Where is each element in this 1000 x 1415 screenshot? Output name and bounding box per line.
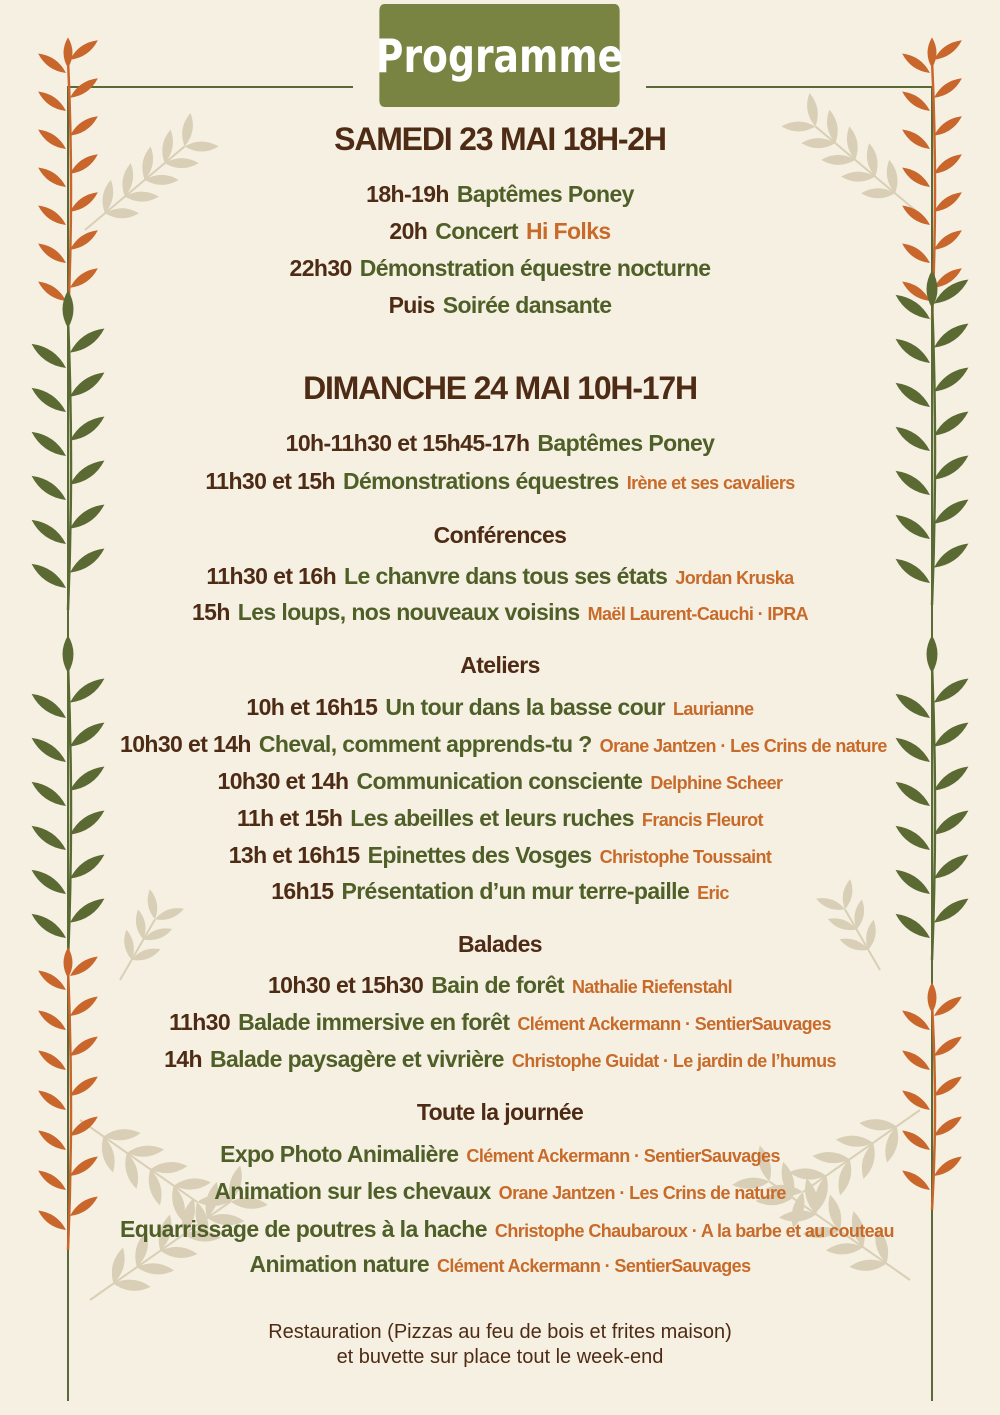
program-row [120, 878, 880, 905]
leaf-icon [892, 378, 933, 411]
row-person: Christophe Toussaint [599, 847, 772, 867]
leaf-icon [892, 689, 933, 722]
row-time: 11h30 [169, 1009, 231, 1035]
program-row [120, 1216, 894, 1243]
row-activity: Soirée dansante [442, 292, 612, 318]
program-row [120, 468, 880, 495]
row-activity: Les loups, nos nouveaux voisins [237, 599, 580, 625]
program-row [120, 842, 880, 869]
program-row [120, 1046, 880, 1073]
row-time: Puis [388, 292, 435, 318]
leaf-icon [36, 1127, 69, 1154]
leaf-icon [67, 1193, 100, 1220]
row-activity: Baptêmes Poney [537, 430, 715, 456]
leaf-icon [892, 733, 933, 766]
row-time: 10h et 16h15 [246, 694, 378, 720]
leaf-icon [892, 510, 933, 543]
leaf-icon [67, 189, 100, 216]
leaf-icon [931, 363, 972, 396]
leaf-icon [36, 1007, 69, 1034]
leaf-icon [36, 1207, 69, 1234]
footer-note [150, 1320, 850, 1370]
leaf-icon [892, 865, 933, 898]
leaf-icon [931, 674, 972, 707]
leaf-icon [892, 422, 933, 455]
row-time: 11h30 et 15h [205, 468, 335, 494]
row-person: Clément Ackermann · SentierSauvages [466, 1146, 780, 1166]
branch-stem [932, 300, 935, 605]
row-activity: Balade immersive en forêt [238, 1009, 510, 1035]
leaf-icon [900, 1087, 933, 1114]
leaf-icon [28, 471, 69, 504]
row-person: Laurianne [672, 699, 754, 719]
row-activity: Epinettes des Vosges [367, 842, 592, 868]
row-activity: Présentation d’un mur terre-paille [341, 878, 690, 904]
leaf-icon [892, 554, 933, 587]
branch-stem [932, 665, 935, 960]
row-activity: Bain de forêt [431, 972, 564, 998]
sunday-heading: DIMANCHE 24 MAI 10H-17H [303, 370, 697, 406]
leaf-icon [67, 500, 108, 533]
ateliers-heading: Ateliers [460, 652, 540, 678]
program-row [120, 768, 880, 795]
program-row [120, 1009, 880, 1036]
leaf-icon [64, 37, 73, 68]
leaf-icon [28, 865, 69, 898]
leaf-icon [900, 1047, 933, 1074]
program-row [120, 1251, 880, 1278]
leaf-icon [931, 495, 972, 528]
leaf-icon [28, 427, 69, 460]
program-row [120, 255, 880, 282]
leaf-icon [900, 126, 933, 153]
leaf-icon [892, 290, 933, 323]
row-activity: Démonstration équestre nocturne [359, 255, 711, 281]
branch-stem [68, 970, 71, 1250]
program-row [120, 972, 880, 999]
row-time: 16h15 [271, 878, 334, 904]
leaf-icon [931, 451, 972, 484]
leaf-icon [900, 1167, 933, 1194]
leaf-icon [931, 850, 972, 883]
leaf-icon [67, 151, 100, 178]
row-person: Delphine Scheer [650, 773, 783, 793]
leaf-icon [36, 88, 69, 115]
leaf-icon [28, 909, 69, 942]
leaf-icon [931, 718, 972, 751]
row-activity: Baptêmes Poney [456, 181, 634, 207]
row-activity: Animation sur les chevaux [214, 1178, 491, 1204]
leaf-icon [931, 189, 964, 216]
balades-heading: Balades [457, 931, 542, 957]
leaf-icon [892, 909, 933, 942]
leaf-icon [67, 1153, 100, 1180]
leaf-icon [36, 240, 69, 267]
leaf-icon [931, 1113, 964, 1140]
program-row [120, 694, 880, 721]
program-row [120, 1178, 880, 1205]
leaf-icon [67, 1033, 100, 1060]
program-row [120, 1141, 880, 1168]
leaf-icon [28, 383, 69, 416]
program-row [120, 430, 880, 457]
row-activity: Equarrissage de poutres à la hache [120, 1216, 487, 1242]
row-activity: Expo Photo Animalière [220, 1141, 459, 1167]
row-activity: Communication consciente [356, 768, 643, 794]
program-row [120, 218, 880, 245]
row-time: 10h30 et 14h [217, 768, 349, 794]
leaf-icon [931, 319, 972, 352]
leaf-icon [900, 88, 933, 115]
leaf-icon [900, 1007, 933, 1034]
leaf-icon [67, 265, 100, 292]
leaf-icon [67, 37, 100, 64]
leaf-icon [28, 559, 69, 592]
leaf-icon [892, 334, 933, 367]
row-activity: Concert [435, 218, 518, 244]
leaf-icon [67, 718, 108, 751]
leaf-icon [28, 689, 69, 722]
row-time: 20h [389, 218, 428, 244]
leaf-icon [63, 290, 74, 328]
all-day-heading: Toute la journée [416, 1099, 584, 1125]
leaf-icon [28, 733, 69, 766]
branch-stem [932, 1005, 935, 1210]
row-activity: Animation nature [249, 1251, 430, 1277]
row-time: 10h30 et 14h [120, 731, 251, 757]
row-activity: Un tour dans la basse cour [385, 694, 665, 720]
program-row [120, 181, 880, 208]
leaf-icon [900, 164, 933, 191]
row-person: Irène et ses cavaliers [626, 473, 795, 493]
footer-line-2: et buvette sur place tout le week-end [336, 1346, 664, 1368]
leaf-icon [67, 75, 100, 102]
row-time: 15h [191, 599, 230, 625]
leaf-icon [67, 894, 108, 927]
row-activity: Le chanvre dans tous ses états [344, 563, 668, 589]
row-time: 13h et 16h15 [228, 842, 360, 868]
leaf-icon [28, 515, 69, 548]
footer-line-1: Restauration (Pizzas au feu de bois et frites maison) [268, 1321, 732, 1343]
leaf-icon [67, 412, 108, 445]
leaf-icon [67, 113, 100, 140]
leaf-icon [28, 821, 69, 854]
row-activity: Démonstrations équestres [342, 468, 619, 494]
leaf-icon [67, 544, 108, 577]
row-time: 11h et 15h [237, 805, 343, 831]
leaf-icon [67, 324, 108, 357]
leaf-icon [931, 407, 972, 440]
leaf-icon [931, 1033, 964, 1060]
leaf-icon [931, 37, 964, 64]
leaf-icon [892, 821, 933, 854]
row-activity: Balade paysagère et vivrière [209, 1046, 504, 1072]
leaf-icon [927, 635, 938, 673]
leaf-icon [67, 227, 100, 254]
leaf-icon [931, 894, 972, 927]
leaf-icon [931, 539, 972, 572]
row-person: Eric [697, 883, 729, 903]
leaf-icon [67, 953, 100, 980]
leaf-icon [36, 202, 69, 229]
row-time: 10h30 et 15h30 [267, 972, 424, 998]
saturday-heading: SAMEDI 23 MAI 18H-2H [334, 121, 666, 157]
leaf-icon [931, 1153, 964, 1180]
leaf-icon [28, 777, 69, 810]
row-person: Jordan Kruska [675, 568, 794, 588]
page-title: Programme [379, 4, 619, 107]
leaf-icon [67, 806, 108, 839]
leaf-icon [36, 164, 69, 191]
program-row [120, 599, 880, 626]
branch-stem [68, 665, 71, 960]
program-row [120, 292, 880, 319]
leaf-icon [900, 1127, 933, 1154]
leaf-icon [931, 762, 972, 795]
leaf-icon [931, 151, 964, 178]
row-highlight: Hi Folks [525, 218, 611, 244]
row-time: 10h-11h30 et 15h45-17h [285, 430, 530, 456]
conferences-heading: Conférences [433, 522, 567, 548]
row-person: Christophe Chaubaroux · A la barbe et au couteau [494, 1221, 894, 1241]
leaf-icon [63, 635, 74, 673]
program-row [120, 563, 880, 590]
leaf-icon [36, 126, 69, 153]
row-person: Orane Jantzen · Les Crins de nature [599, 736, 887, 756]
leaf-icon [931, 113, 964, 140]
leaf-icon [900, 202, 933, 229]
row-time: 18h-19h [366, 181, 449, 207]
row-person: Maël Laurent-Cauchi · IPRA [587, 604, 809, 624]
leaf-icon [36, 1087, 69, 1114]
program-row [120, 805, 880, 832]
leaf-icon [64, 947, 73, 978]
leaf-icon [36, 1167, 69, 1194]
row-time: 14h [164, 1046, 202, 1072]
leaf-icon [28, 339, 69, 372]
leaf-icon [67, 456, 108, 489]
leaf-icon [900, 240, 933, 267]
program-row [120, 731, 887, 758]
leaf-icon [931, 227, 964, 254]
leaf-icon [928, 982, 937, 1013]
leaf-icon [931, 1073, 964, 1100]
leaf-icon [36, 1047, 69, 1074]
leaf-icon [67, 674, 108, 707]
row-person: Orane Jantzen · Les Crins de nature [498, 1183, 786, 1203]
row-person: Christophe Guidat · Le jardin de l’humus [511, 1051, 836, 1071]
leaf-icon [928, 37, 937, 68]
leaf-icon [67, 762, 108, 795]
leaf-icon [67, 850, 108, 883]
row-person: Francis Fleurot [641, 810, 763, 830]
leaf-icon [67, 1113, 100, 1140]
leaf-icon [892, 466, 933, 499]
row-activity: Les abeilles et leurs ruches [350, 805, 634, 831]
branch-stem [68, 60, 71, 320]
leaf-icon [892, 777, 933, 810]
branch-stem [68, 320, 71, 610]
leaf-icon [36, 967, 69, 994]
row-person: Clément Ackermann · SentierSauvages [437, 1256, 751, 1276]
row-time: 11h30 et 16h [206, 563, 337, 589]
leaf-icon [931, 806, 972, 839]
row-time: 22h30 [289, 255, 352, 281]
leaf-icon [67, 368, 108, 401]
row-person: Clément Ackermann · SentierSauvages [517, 1014, 831, 1034]
leaf-icon [931, 75, 964, 102]
row-person: Nathalie Riefenstahl [572, 977, 733, 997]
leaf-icon [67, 993, 100, 1020]
leaf-icon [67, 1073, 100, 1100]
row-activity: Cheval, comment apprends-tu ? [258, 731, 592, 757]
